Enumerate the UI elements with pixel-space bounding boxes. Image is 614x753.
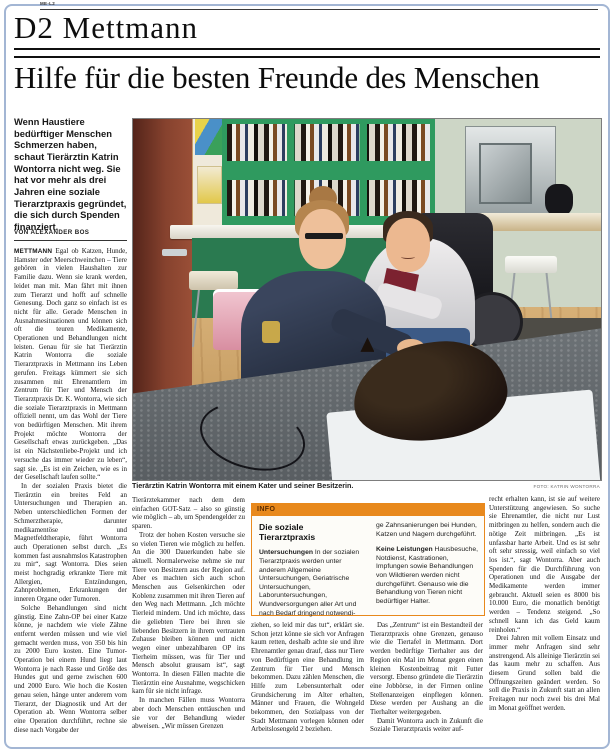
info-box-kicker: INFO xyxy=(252,504,484,516)
paragraph: recht erhalten kann, ist sie auf weitere Unterstützung angewiesen. So suche sie Ehrenamtler, die nicht nur Lust mitbringen zu helfen, sondern auch die nötige Zeit mitbringen. „Es ist unfassbar harte Arbeit. Und es ist sehr oft sehr stressig, weil einfach so viel los ist.“, sagt Wontorra. Aber auch Spenden für die Durchführung von Operationen und die Ausgabe der Medikamente werden immer gebraucht. Aktuell seien es 8000 bis 10.000 Euro, die monatlich benötigt werden – Tendenz steigend. „So schnell kann ich das Geld kaum reinholen.“ xyxy=(489,495,600,634)
paragraph: Drei Jahren mit vollem Einsatz und immer mehr Anfragen sind sehr anstrengend. Als alleinige Tierärztin sei das kaum mehr zu schaffen. Aus diesem Grund sollen bald die Öffnungszeiten geändert werden. So soll die Praxis in Zukunft statt an allen Freitagen nur noch zwei bis drei Mal im Monat geöffnet werden. xyxy=(489,634,600,712)
paragraph xyxy=(14,247,127,482)
photo-sterilizer-unit xyxy=(465,126,556,215)
plate-code: ME-L2 xyxy=(40,1,55,6)
article-byline: VON ALEXANDER BOS xyxy=(14,229,90,236)
section-title: D2 Mettmann xyxy=(14,10,199,45)
info-box-left-column xyxy=(259,522,361,625)
photo-door xyxy=(133,119,194,408)
photo-credit: FOTO: KATRIN WONTORRA xyxy=(533,484,600,489)
paragraph: Damit Wontorra auch in Zukunft die Soziale Tierarztpraxis weiter auf- xyxy=(370,716,483,734)
info-box-text xyxy=(376,546,478,606)
article-headline: Hilfe für die besten Freunde des Menschen xyxy=(14,60,540,95)
info-text: Hausbesuche, Notdienst, Kastrationen, Impfungen sowie Behandlungen von Wildtieren werden nicht durchgeführt. Genauso wie die Behandlung von Tieren nicht bedürftiger Halter. xyxy=(376,546,478,605)
photo-counter-bag xyxy=(197,166,222,204)
article-deck: Wenn Haustiere bedürftiger Menschen Schmerzen haben, schaut Tierärztin Katrin Wontorra nicht weg. Sie hat vor mehr als drei Jahren eine soziale Tierarztpraxis gegründet, die sich durch Spenden finanziert. xyxy=(14,116,127,232)
info-lead: Keine Leistungen xyxy=(376,546,433,554)
paragraph: Tierärztekammer nach dem dem einfachen GOT-Satz – also so günstig wie möglich – ab, um Spendengelder zu sparen. xyxy=(132,496,245,531)
info-box-right-column xyxy=(376,522,478,613)
photo-wall-poster xyxy=(195,119,223,155)
section-double-rule xyxy=(14,48,600,58)
info-text: In der sozialen Tierarztpraxis werden unter anderem Allgemeine Untersuchungen, Geriatrische Untersuchungen, Laboruntersuchungen, Wundversorgungen aller Art und nach Bedarf dringend notwendi- xyxy=(259,549,360,617)
info-box-title: Die soziale Tierarztpraxis xyxy=(259,522,316,543)
paragraph: Solche Behandlungen sind nicht günstig. Eine Zahn-OP bei einer Katze könne, je nachdem wie viele Zähne entfernt werden müssen und wie viel gemacht werden muss, von 350 bis hin zu 2000 Euro kosten. Eine Tumor-Operation bei einem Hund liegt laut Wontorra je nach Rasse und Größe des Hundes gut und gerne zwischen 600 und 2000 Euro. Wie hoch die Kosten genau seien, hänge unter anderem vom Tierarzt, der Diagnostik und Art der Operation ab. Wenn Wontorra selber eine Operation durchführt, rechne sie diese nach Vorgabe der xyxy=(14,603,127,734)
paragraph: Das „Zentrum“ ist ein Bestandteil der Tierarztpraxis ohne Grenzen, genauso wie die Tiertafel in Mettmann. Dort werden bedürftige Tierhalter aus der Region ein Mal im Monat gegen einen kleinen Kostenbeitrag mit Futter versorgt. Ebenso gründete die Tierärztin eine Jobbörse, in der Firmen online Stellenanzeigen einpflegen können. Diese werden per Aushang an die Tierhalter weitergegeben. xyxy=(370,621,483,717)
photo-vet-badge xyxy=(262,321,281,343)
paragraph: Trotz der hohen Kosten versuche sie so vielen Tieren wie möglich zu helfen. An die 300 Dauerkunden habe sie aktuell. Normalerweise nehme sie nur Tiere von Besitzern aus der Region auf. Aber es machten sich auch schon Menschen aus Gelsenkirchen oder Koblenz zusammen mit ihren Tieren auf den Weg nach Mettmann. „Ich möchte Tierleid mindern. Und ich möchte, dass die geliebten Tiere bei ihren sie liebenden Besitzern in ihrem vertrauten Zuhause bleiben können und nicht wegen einer unbezahlbaren OP ins Tierheim müssen, was für Tier und Mensch absolut grausam ist“, sagt Wontorra. In diesen Fällen machte die Tierärztin eine Ausnahme, wegschicken kam für sie nicht infrage. xyxy=(132,530,245,696)
article-photo xyxy=(132,118,602,481)
photo-sterilizer-door xyxy=(479,143,533,204)
body-column-5 xyxy=(489,495,600,742)
byline-rule xyxy=(14,240,127,241)
info-lead: Untersuchungen xyxy=(259,549,314,557)
photo-caption-row xyxy=(132,482,600,491)
photo-black-object xyxy=(545,184,573,216)
photo-owner-face xyxy=(386,218,430,272)
paragraph: ziehen, so leid mir das tut“, erklärt sie. Schon jetzt könne sie sich vor Anfragen kaum retten, deshalb achte sie und ihre Ehrenamtler genau drauf, dass nur Tiere von Bedürftigen eine Behandlung im Zentrum für Tier und Mensch bekommen. Dazu zählen Menschen, die Hilfe zum Lebensunterhalt oder Grundsicherung im Alter erhalten, Männer und Frauen, die Wohngeld bekommen, den Sozialpass von der Stadt Mettmann vorlegen können oder Arbeitslosengeld 2 beziehen. xyxy=(251,621,364,734)
paragraph: In der sozialen Praxis bietet die Tierärztin ein breites Feld an Untersuchungen und Therapien an. Neben unterschiedlichen Formen der Schmerztherapie, darunter medikamentöse und Magnetfeldtherapie, führt Wontorra auch Operationen selbst durch. „Es kommen fast ausnahmslos Katastrophen zu mir“, sagt Wontorra. Dies seien meist hochgradig erkrankte Tiere mit Allergien, Entzündungen, Zahnproblemen, Erkrankungen der inneren Organe oder Tumoren. xyxy=(14,481,127,604)
photo-door-handle-icon xyxy=(162,249,187,257)
photo-stool-seat xyxy=(505,256,556,273)
body-column-3 xyxy=(251,621,364,742)
photo-stool-leg xyxy=(546,272,553,321)
photo-caption: Tierärztin Katrin Wontorra mit einem Kater und seiner Besitzerin. xyxy=(132,481,354,490)
info-box-text xyxy=(259,549,361,618)
body-column-2 xyxy=(132,496,245,742)
dateline: METTMANN xyxy=(14,248,53,255)
info-box-text: ge Zahnsanierungen bei Hunden, Katzen und Nagern durchgeführt. xyxy=(376,522,477,538)
photo-vet-glasses xyxy=(305,233,342,239)
paragraph-text: Egal ob Katzen, Hunde, Hamster oder Meerschweinchen – Tiere gehören in vielen Haushalten zur Familie dazu. Wenn sie krank werden, leidet man mit. Man fährt mit ihnen zum Tierarzt und hofft auf schnelle Genesung. Doch ganz so einfach ist es nicht für alle. Gerade Menschen in Ausnahmesituationen und können sich oft die teuren Medikamente, Operationen und Behandlungen nicht leisten. Genau für sie hat Tierärztin Katrin Wontorra die soziale Tierarztpraxis in Mettmann ins Leben gerufen. Freitags kümmert sie sich zusammen mit Ehrenamtlern im Zentrum für Tier und Mensch der Tierarztpraxis Dr. K. Wontorra, wie sich die soziale Tierarztpraxis in Mettmann offiziell nennt, um das Wohl der Tiere von bedürftigen Menschen. Mit ihrem Projekt möchte Wontorra der Gesellschaft etwas zurückgeben. „Das ist ein Nächstenliebe-Projekt und ich versuche das immer wieder zu leben“, sagt sie. „Es ist ein Zeichen, wie es in der Gesellschaft laufen sollte.“ xyxy=(14,247,127,482)
photo-owner-smile xyxy=(401,254,415,259)
photo-stool-leg xyxy=(192,289,200,346)
body-column-1 xyxy=(14,247,127,741)
body-column-4 xyxy=(370,621,483,742)
photo-vet-face xyxy=(299,209,346,269)
info-box xyxy=(251,503,485,616)
photo-stool-seat xyxy=(189,271,238,291)
paragraph: In manchen Fällen muss Wontorra aber doch Menschen enttäuschen und sie vor der Behandlung wieder abweisen. „Wir müssen Grenzen xyxy=(132,696,245,731)
